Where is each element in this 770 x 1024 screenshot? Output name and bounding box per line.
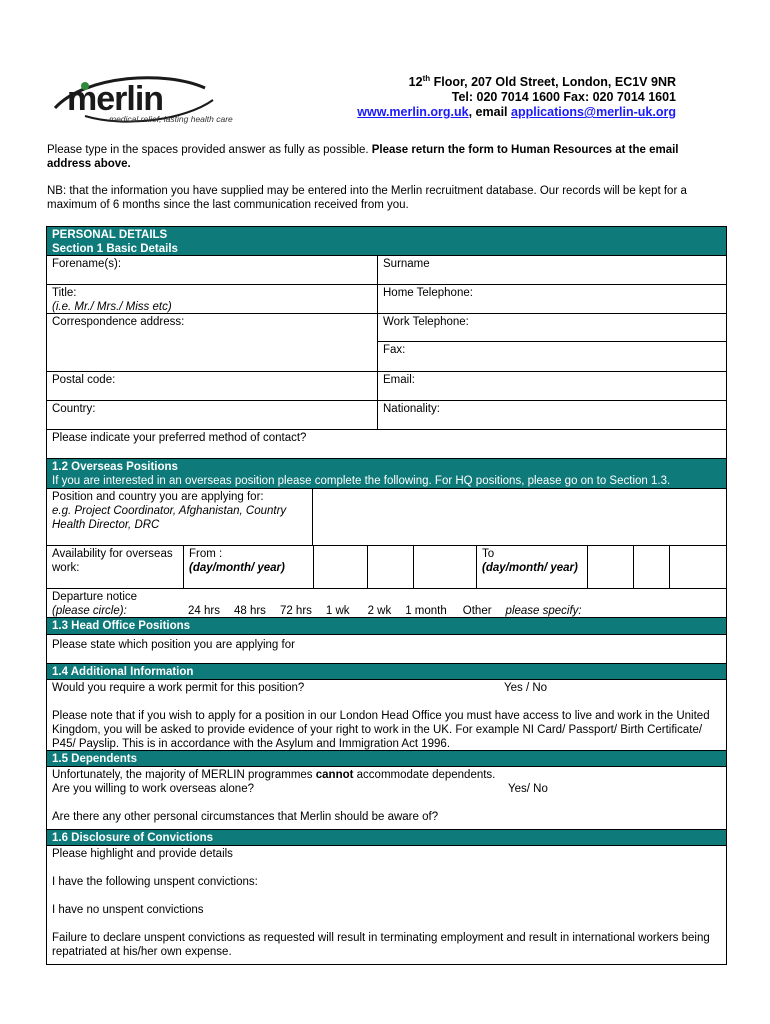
logo-tagline: medical relief, lasting health care	[109, 114, 233, 124]
logo-word: merlin	[67, 80, 164, 118]
from-day-box[interactable]	[313, 546, 367, 588]
right-to-work-note: Please note that if you wish to apply for a position in our London Head Office you must have access to live and work in the United Kingdom, you will be asked to provide evidence of your right to work in the UK. For example NI Card/ Passport/ Birth Certificate/ P45/ Payslip. This is in accordance with the Asylum and Immigration Act 1996.	[52, 710, 710, 750]
from-month-box[interactable]	[367, 546, 413, 588]
fax-field[interactable]: Fax:	[383, 344, 406, 356]
address-line: 12th Floor, 207 Old Street, London, EC1V 9NR	[408, 74, 676, 90]
email-link[interactable]: applications@merlin-uk.org	[511, 105, 676, 120]
option-1month[interactable]: 1 month	[405, 605, 447, 617]
home-telephone-field[interactable]: Home Telephone:	[377, 285, 726, 313]
section-1-2-header: 1.2 Overseas Positions If you are interested in an overseas position please complete the following. For HQ positions, please go on to Section 1.3.	[47, 459, 726, 489]
title-row	[47, 285, 726, 314]
additional-info-cell	[47, 680, 726, 750]
forename-surname-row	[47, 256, 726, 285]
from-year-box[interactable]	[413, 546, 476, 588]
title-field[interactable]: Title: (i.e. Mr./ Mrs./ Miss etc)	[52, 287, 172, 313]
position-label: Position and country you are applying for: e.g. Project Coordinator, Afghanistan, Country Health Director, DRC	[52, 491, 287, 531]
convictions-warning: Failure to declare unspent convictions as requested will result in terminating employment and result in international workers being repatriated at his/her own expense.	[52, 932, 710, 958]
surname-field[interactable]: Surname	[377, 256, 726, 284]
postal-email-row	[47, 372, 726, 401]
option-other[interactable]: Otherplease specify:	[462, 605, 582, 617]
option-48hrs[interactable]: 48 hrs	[233, 605, 266, 617]
option-2wk[interactable]: 2 wk	[367, 605, 392, 617]
head-office-position-field[interactable]: Please state which position you are applying for	[52, 639, 295, 651]
circumstances-question[interactable]: Are there any other personal circumstances that Merlin should be aware of?	[52, 811, 439, 823]
address-row	[47, 314, 726, 372]
head-office-row	[47, 635, 726, 664]
contact-method-row	[47, 430, 726, 459]
contact-block	[357, 71, 676, 120]
country-row	[47, 401, 726, 430]
option-24hrs[interactable]: 24 hrs	[188, 605, 220, 617]
web-email-line: www.merlin.org.uk, email applications@merlin-uk.org	[357, 105, 676, 120]
application-form	[46, 226, 727, 965]
dependents-cell	[47, 767, 726, 829]
unspent-convictions-option[interactable]: I have the following unspent convictions:	[52, 876, 258, 888]
dependents-row	[47, 767, 726, 830]
phone-line: Tel: 020 7014 1600 Fax: 020 7014 1601	[451, 90, 676, 105]
from-label: From : (day/month/ year)	[183, 546, 313, 588]
to-year-box[interactable]	[669, 546, 726, 588]
country-field[interactable]: Country:	[52, 403, 96, 415]
departure-row	[47, 589, 726, 618]
work-telephone-field[interactable]: Work Telephone:	[378, 314, 726, 342]
section-1-4-header: 1.4 Additional Information	[47, 664, 726, 680]
availability-row	[47, 546, 726, 589]
availability-label: Availability for overseas work:	[52, 548, 173, 574]
option-1wk[interactable]: 1 wk	[325, 605, 350, 617]
additional-info-row	[47, 680, 726, 751]
no-convictions-option[interactable]: I have no unspent convictions	[52, 904, 204, 916]
to-day-box[interactable]	[587, 546, 633, 588]
work-permit-question: Would you require a work permit for this position?	[52, 682, 305, 694]
section-1-header: PERSONAL DETAILS Section 1 Basic Details	[47, 227, 726, 256]
position-row	[47, 489, 726, 546]
work-alone-answer[interactable]: Yes/ No	[508, 783, 548, 795]
contact-method-field[interactable]: Please indicate your preferred method of contact?	[52, 432, 307, 444]
work-permit-answer[interactable]: Yes / No	[504, 682, 548, 694]
to-label: To (day/month/ year)	[476, 546, 587, 588]
work-alone-question: Are you willing to work overseas alone?	[52, 783, 254, 795]
merlin-logo	[45, 70, 255, 132]
position-input[interactable]	[312, 489, 726, 545]
intro-paragraph-1: Please type in the spaces provided answer as fully as possible. Please return the form to Human Resources at the email address above.	[47, 144, 679, 170]
intro-paragraph-2: NB: that the information you have supplied may be entered into the Merlin recruitment database. Our records will be kept for a maximum of 6 months since the last communication received from you.	[47, 185, 687, 211]
departure-options	[183, 589, 726, 617]
website-link[interactable]: www.merlin.org.uk	[357, 105, 469, 120]
convictions-instruction: Please highlight and provide details	[52, 848, 233, 860]
work-fax-group	[377, 314, 726, 371]
nationality-field[interactable]: Nationality:	[377, 401, 726, 429]
dependents-note: Unfortunately, the majority of MERLIN programmes cannot accommodate dependents.	[52, 769, 496, 781]
postal-code-field[interactable]: Postal code:	[52, 374, 116, 386]
section-1-3-header: 1.3 Head Office Positions	[47, 618, 726, 635]
convictions-row	[47, 846, 726, 964]
convictions-cell	[47, 846, 726, 964]
option-72hrs[interactable]: 72 hrs	[279, 605, 312, 617]
section-1-6-header: 1.6 Disclosure of Convictions	[47, 830, 726, 846]
to-month-box[interactable]	[633, 546, 669, 588]
correspondence-address-field[interactable]: Correspondence address:	[52, 316, 185, 328]
section-1-5-header: 1.5 Dependents	[47, 751, 726, 767]
departure-label: Departure notice (please circle):	[52, 591, 138, 617]
email-field[interactable]: Email:	[377, 372, 726, 400]
forename-field[interactable]: Forename(s):	[52, 258, 122, 270]
